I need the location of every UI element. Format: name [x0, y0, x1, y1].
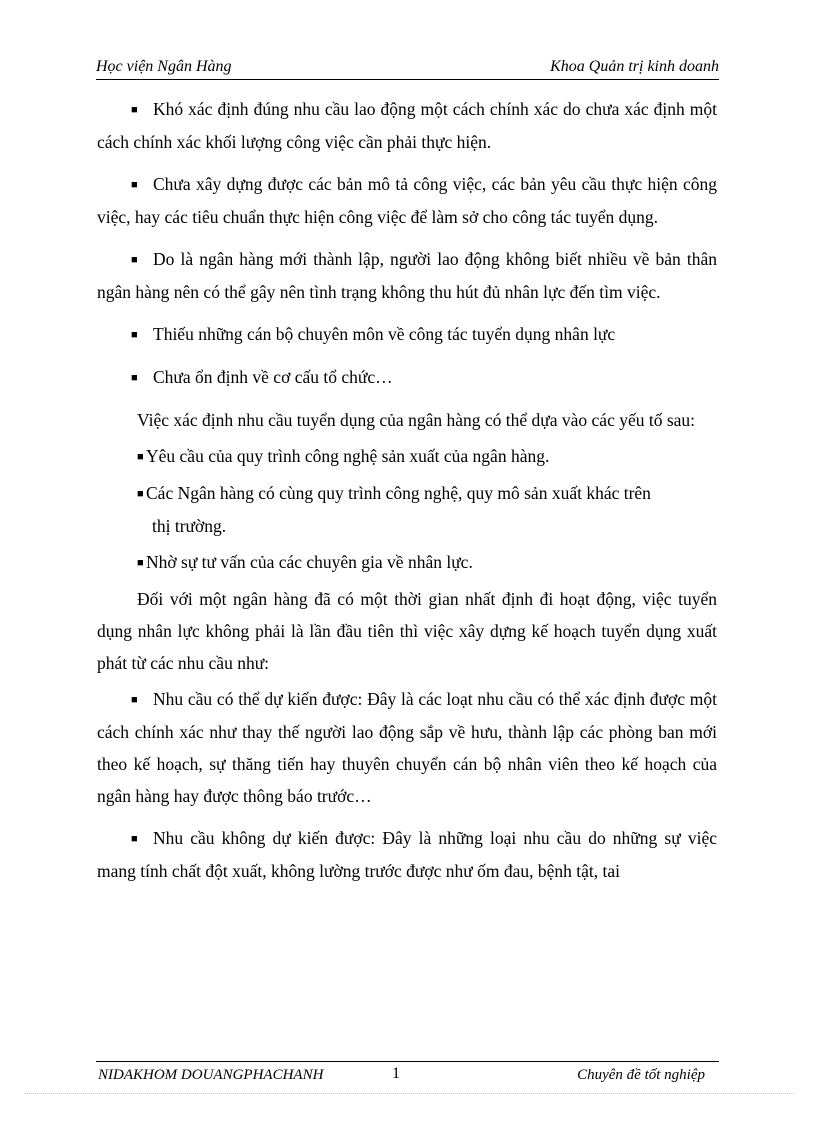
bullet-item: ■ Khó xác định đúng nhu cầu lao động một cách chính xác do chưa xác định một cách chính xác khối lượng công việc cần phải thực hiện.: [97, 93, 717, 158]
page-header: [96, 55, 719, 80]
paragraph-recruitment-needs: Đối với một ngân hàng đã có một thời gian nhất định đi hoạt động, việc tuyển dụng nhân lực không phải là lần đầu tiên thì việc xây dựng kế hoạch tuyển dụng xuất phát từ các nhu cầu như:: [97, 589, 717, 673]
square-bullet-icon: ■: [131, 179, 138, 191]
footer-title: Chuyên đề tốt nghiệp: [577, 1067, 705, 1083]
square-bullet-icon: ■: [131, 372, 138, 384]
header-faculty: Khoa Quản trị kinh doanh: [550, 58, 719, 75]
bullet-item: ■ Do là ngân hàng mới thành lập, người lao động không biết nhiều về bản thân ngân hàng nên có thể gây nên tình trạng không thu hút đủ nhân lực đến tìm việc.: [97, 243, 717, 308]
page-bottom-divider: [24, 1093, 794, 1094]
square-bullet-icon: ■: [137, 451, 144, 463]
page-number: 1: [392, 1065, 400, 1082]
square-bullet-icon: ■: [131, 104, 138, 116]
sub-bullet-item: ■ Yêu cầu của quy trình công nghệ sản xuất của ngân hàng.: [97, 440, 717, 473]
bullet-item: ■ Nhu cầu có thể dự kiến được: Đây là các loạt nhu cầu có thể xác định được một cách chính xác như thay thế người lao động sắp về hưu, thành lập các phòng ban mới theo kế hoạch, sự thăng tiến hay thuyên chuyển cán bộ nhân viên theo kế hoạch của ngân hàng hay được thông báo trước…: [97, 683, 717, 812]
header-institution: Học viện Ngân Hàng: [96, 58, 232, 75]
square-bullet-icon: ■: [131, 833, 138, 845]
bullet-item: ■ Thiếu những cán bộ chuyên môn về công tác tuyển dụng nhân lực: [97, 318, 717, 351]
sub-bullet-item: ■ Nhờ sự tư vấn của các chuyên gia về nhân lực.: [97, 546, 717, 579]
bullet-item: ■ Chưa xây dựng được các bản mô tả công việc, các bản yêu cầu thực hiện công việc, hay các tiêu chuẩn thực hiện công việc để làm sở cho công tác tuyển dụng.: [97, 168, 717, 233]
document-body: [97, 93, 717, 897]
footer-author: NIDAKHOM DOUANGPHACHANH: [98, 1067, 324, 1083]
square-bullet-icon: ■: [137, 557, 144, 569]
bullet-item: ■ Nhu cầu không dự kiến được: Đây là những loại nhu cầu do những sự việc mang tính chất đột xuất, không lường trước được như ốm đau, bệnh tật, tai: [97, 822, 717, 887]
paragraph-recruitment-basis: Việc xác định nhu cầu tuyển dụng của ngân hàng có thể dựa vào các yếu tố sau:: [137, 410, 696, 430]
square-bullet-icon: ■: [131, 329, 138, 341]
sub-bullet-item: ■ Các Ngân hàng có cùng quy trình công nghệ, quy mô sản xuất khác trên thị trường.: [97, 477, 717, 542]
page-footer: [96, 1061, 719, 1083]
square-bullet-icon: ■: [131, 694, 138, 706]
square-bullet-icon: ■: [131, 254, 138, 266]
bullet-item: ■ Chưa ổn định về cơ cấu tổ chức…: [97, 361, 717, 394]
square-bullet-icon: ■: [137, 488, 144, 500]
